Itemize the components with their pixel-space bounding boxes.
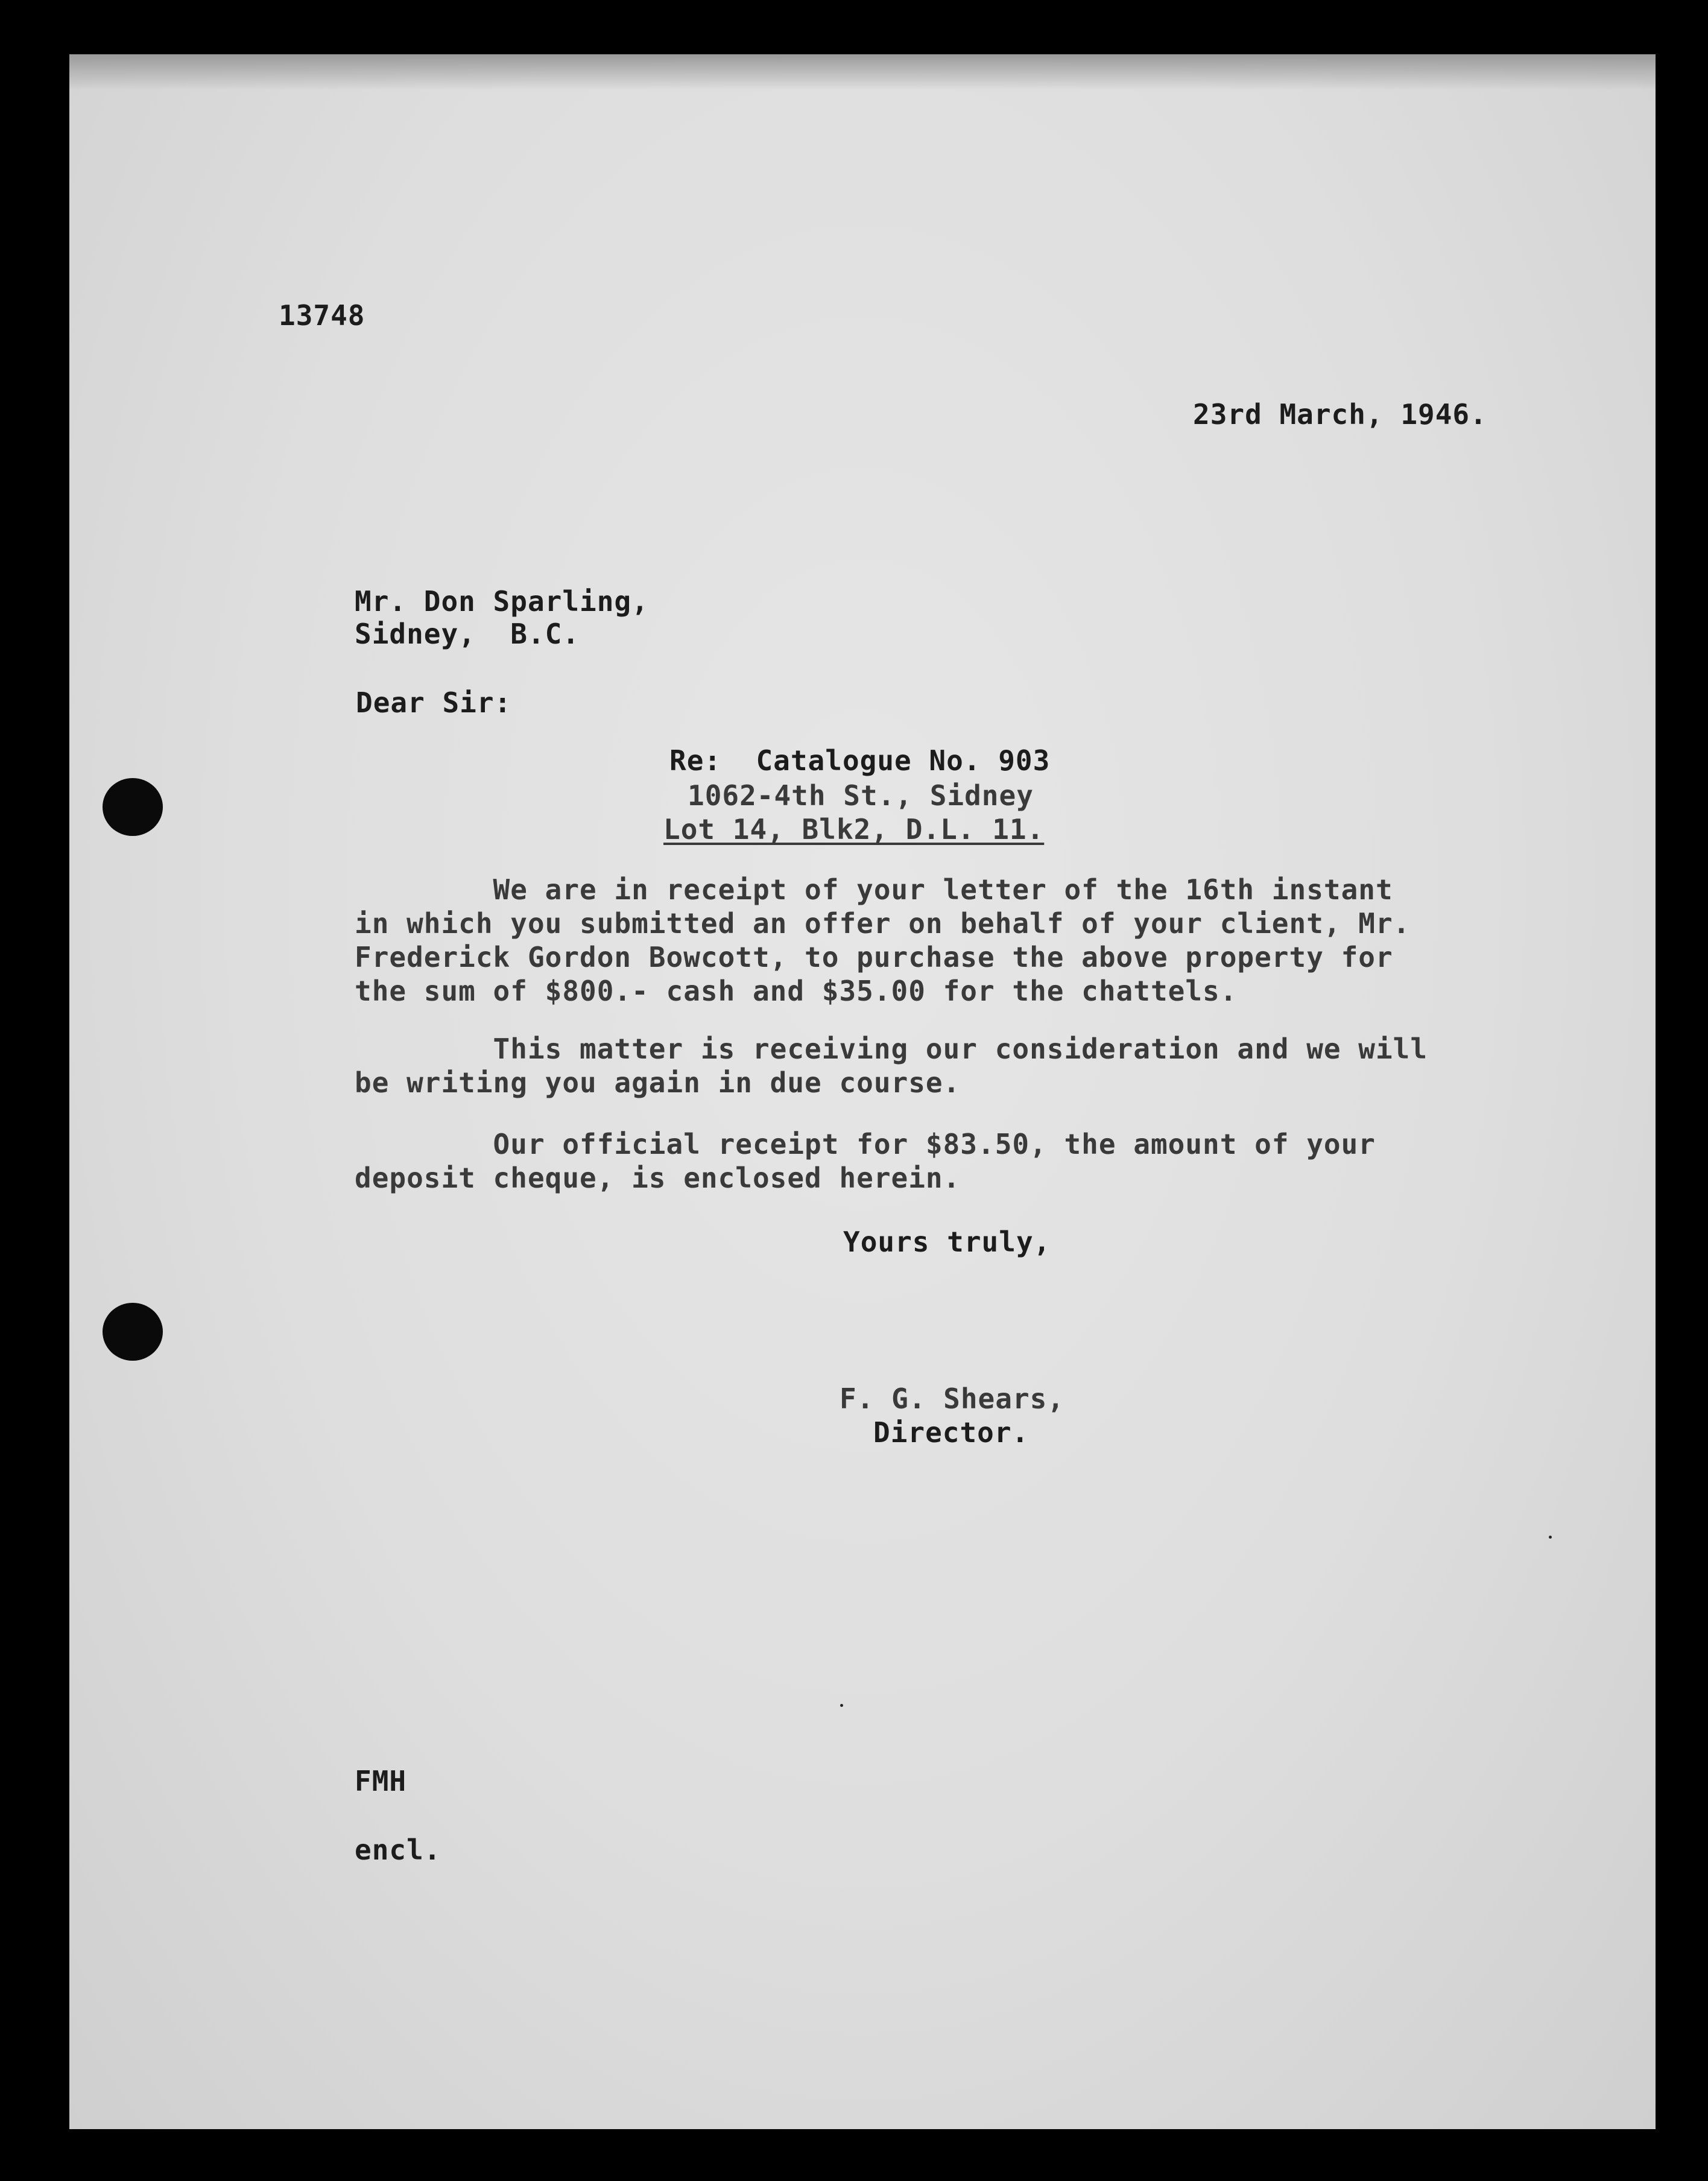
recipient-location: Sidney, B.C.: [355, 618, 580, 650]
paragraph-2-line-1: This matter is receiving our consideration and we will: [355, 1033, 1428, 1065]
signatory-name: F. G. Shears,: [840, 1382, 1065, 1415]
scan-speck: [840, 1704, 843, 1707]
reference-line-2: 1062-4th St., Sidney: [688, 779, 1034, 812]
enclosure-note: encl.: [355, 1834, 441, 1866]
punch-hole-bottom: [103, 1303, 163, 1361]
reference-line-3: Lot 14, Blk2, D.L. 11.: [663, 813, 1045, 846]
scan-speck: [1549, 1536, 1552, 1539]
closing: Yours truly,: [843, 1226, 1051, 1258]
paragraph-1-line-2: in which you submitted an offer on behalf of your client, Mr.: [355, 907, 1411, 940]
paragraph-3-line-1: Our official receipt for $83.50, the amount of your: [355, 1128, 1376, 1160]
paper-top-shadow: [69, 54, 1656, 90]
paragraph-1-line-1: We are in receipt of your letter of the 16th instant: [355, 873, 1393, 906]
signatory-title: Director.: [873, 1416, 1030, 1449]
file-number: 13748: [279, 299, 365, 332]
paragraph-3-line-2: deposit cheque, is enclosed herein.: [355, 1162, 961, 1194]
paragraph-1-line-3: Frederick Gordon Bowcott, to purchase the above property for: [355, 941, 1393, 973]
salutation: Dear Sir:: [356, 686, 512, 719]
reference-line-1: Re: Catalogue No. 903: [669, 744, 1051, 777]
paragraph-1-line-4: the sum of $800.- cash and $35.00 for the chattels.: [355, 975, 1238, 1007]
typist-initials: FMH: [355, 1765, 407, 1797]
recipient-name: Mr. Don Sparling,: [355, 585, 649, 618]
letter-date: 23rd March, 1946.: [1193, 398, 1487, 431]
paragraph-2-line-2: be writing you again in due course.: [355, 1066, 961, 1099]
punch-hole-top: [103, 778, 163, 836]
